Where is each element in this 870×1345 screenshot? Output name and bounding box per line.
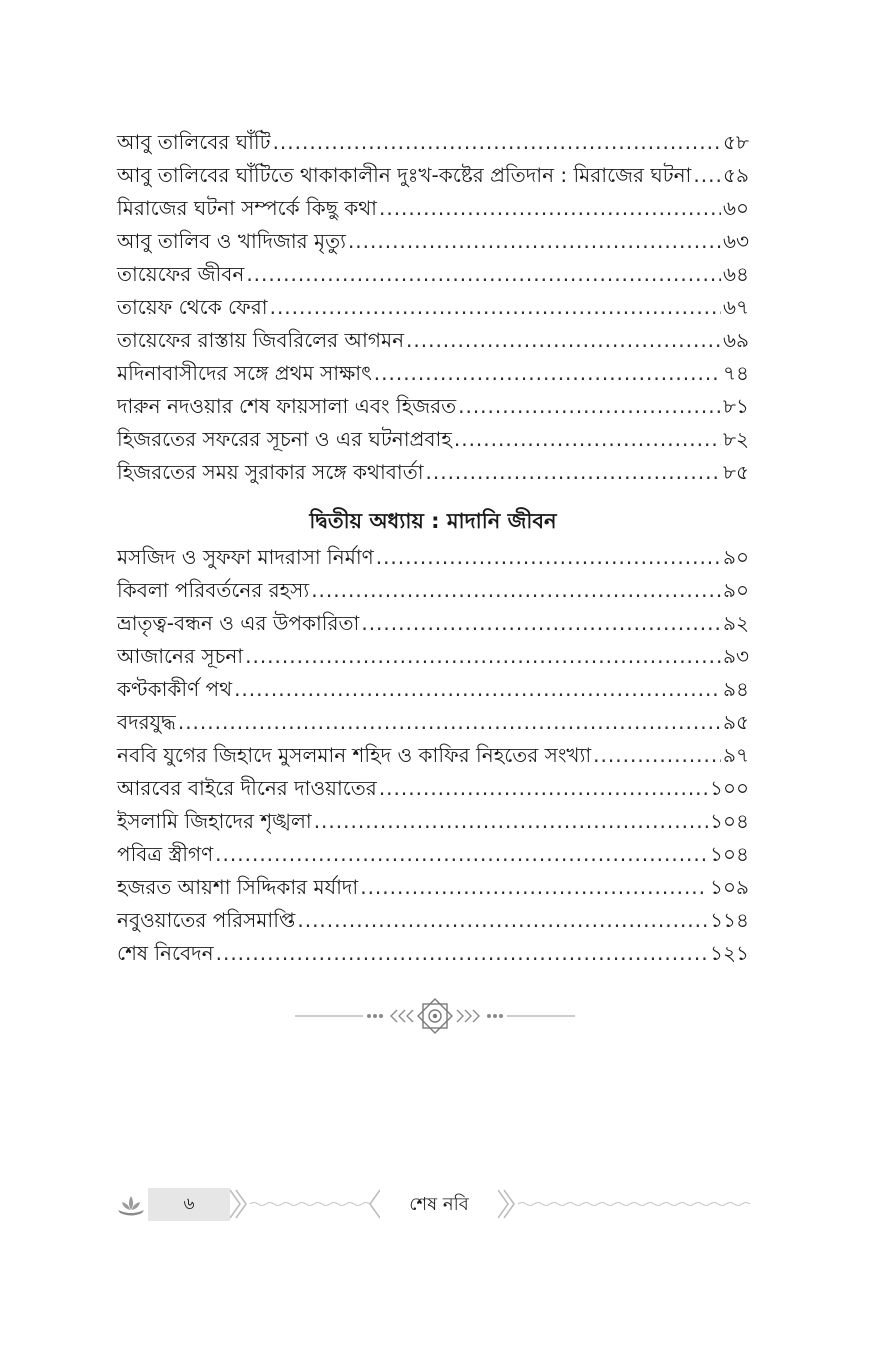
toc-entry-page: ৮২: [723, 427, 749, 451]
toc-section-1: [117, 126, 749, 489]
leader-dots: [246, 258, 721, 291]
leader-dots: [379, 192, 721, 225]
toc-entry-page: ৬৩: [722, 229, 749, 253]
leader-dots: [311, 574, 721, 607]
toc-entry-title: আরবের বাইরে দীনের দাওয়াতের: [117, 776, 377, 800]
toc-entry-title: কিবলা পরিবর্তনের রহস্য: [117, 578, 310, 602]
toc-entry-page: ৬০: [722, 196, 749, 220]
toc-entry-page: ৯৪: [723, 677, 749, 701]
leader-dots: [454, 423, 721, 456]
section-heading: দ্বিতীয় অধ্যায় : মাদানি জীবন: [309, 509, 557, 533]
toc-entry-title: কণ্টকাকীর্ণ পথ: [117, 677, 233, 701]
toc-entry-page: ১০৯: [710, 875, 749, 899]
leader-dots: [379, 772, 708, 805]
toc-entry-page: ৮১: [723, 394, 749, 418]
leader-dots: [361, 607, 721, 640]
toc-entry-title: শেষ নিবেদন: [117, 941, 214, 965]
toc-entry[interactable]: [117, 291, 749, 324]
toc-entry-title: নববি যুগের জিহাদে মুসলমান শহিদ ও কাফির নিহতের সংখ্যা: [117, 743, 592, 767]
toc-entry-title: মসজিদ ও সুফফা মাদরাসা নির্মাণ: [117, 545, 374, 569]
leader-dots: [234, 673, 721, 706]
star-ornament-icon: [295, 996, 575, 1036]
toc-entry[interactable]: [117, 541, 749, 574]
toc-entry[interactable]: [117, 805, 749, 838]
toc-entry[interactable]: [117, 159, 749, 192]
toc-entry-title: ভ্রাতৃত্ব-বন্ধন ও এর উপকারিতা: [117, 611, 360, 635]
toc-entry[interactable]: [117, 324, 749, 357]
chevron-right-icon: [498, 1186, 750, 1222]
toc-entry-page: ১০৪: [710, 842, 749, 866]
toc-entry-page: ৬৪: [723, 262, 749, 286]
leader-dots: [297, 904, 708, 937]
toc-entry[interactable]: [117, 225, 749, 258]
toc-entry[interactable]: [117, 423, 749, 456]
leader-dots: [374, 357, 721, 390]
toc-entry[interactable]: [117, 673, 749, 706]
toc-entry-title: আজানের সূচনা: [117, 644, 244, 668]
leader-dots: [593, 739, 721, 772]
toc-entry-page: ৯৭: [723, 743, 749, 767]
toc-entry-title: মদিনাবাসীদের সঙ্গে প্রথম সাক্ষাৎ: [117, 361, 372, 385]
toc-entry[interactable]: [117, 126, 749, 159]
toc-entry[interactable]: [117, 258, 749, 291]
book-title: শেষ নবি: [409, 1194, 469, 1215]
toc-entry[interactable]: [117, 640, 749, 673]
leader-dots: [314, 805, 708, 838]
toc-section-2: [117, 541, 749, 970]
toc-entry-page: ৯৫: [723, 710, 749, 734]
toc-entry-title: মিরাজের ঘটনা সম্পর্কে কিছু কথা: [117, 196, 377, 220]
toc-entry-page: ১২১: [710, 941, 749, 965]
toc-entry-page: ৯০: [723, 578, 749, 602]
leader-dots: [270, 291, 721, 324]
toc-entry-title: পবিত্র স্ত্রীগণ: [117, 842, 214, 866]
toc-entry[interactable]: [117, 937, 749, 970]
leader-dots: [245, 640, 721, 673]
toc-entry-title: বদরযুদ্ধ: [117, 710, 176, 734]
toc-entry-title: ইসলামি জিহাদের শৃঙ্খলা: [117, 809, 312, 833]
toc-entry-title: তায়েফের জীবন: [117, 262, 245, 286]
toc-entry-page: ৯৩: [723, 644, 749, 668]
toc-entry-title: নবুওয়াতের পরিসমাপ্তি: [117, 908, 296, 932]
toc-entry-title: তায়েফ থেকে ফেরা: [117, 295, 268, 319]
toc-entry[interactable]: [117, 192, 749, 225]
toc-entry-page: ৫৯: [723, 163, 749, 187]
toc-entry[interactable]: [117, 456, 749, 489]
toc-entry-page: ১০৪: [710, 809, 749, 833]
leader-dots: [376, 541, 721, 574]
toc-entry[interactable]: [117, 357, 749, 390]
toc-entry[interactable]: [117, 607, 749, 640]
chevron-right-icon: [230, 1186, 380, 1222]
toc-entry[interactable]: [117, 871, 749, 904]
toc-entry[interactable]: [117, 838, 749, 871]
page-footer: [110, 1186, 750, 1226]
toc-entry[interactable]: [117, 390, 749, 423]
toc-entry-page: ১১৪: [710, 908, 749, 932]
toc-entry-page: ৯২: [723, 611, 749, 635]
toc-entry[interactable]: [117, 739, 749, 772]
toc-entry-title: আবু তালিব ও খাদিজার মৃত্যু: [117, 229, 346, 253]
toc-entry[interactable]: [117, 904, 749, 937]
toc-entry-page: ৬৯: [723, 328, 749, 352]
leader-dots: [406, 324, 721, 357]
toc-entry-title: আবু তালিবের ঘাঁটি: [117, 130, 271, 154]
leader-dots: [215, 838, 708, 871]
toc-entry-page: ৫৮: [723, 130, 749, 154]
leader-dots: [693, 159, 721, 192]
toc-entry-page: ৬৭: [722, 295, 749, 319]
toc-entry[interactable]: [117, 574, 749, 607]
toc-entry-title: হিজরতের সফরের সূচনা ও এর ঘটনাপ্রবাহ: [117, 427, 452, 451]
toc-entry-title: হজরত আয়শা সিদ্দিকার মর্যাদা: [117, 875, 359, 899]
toc-entry[interactable]: [117, 706, 749, 739]
toc-entry-page: ১০০: [710, 776, 749, 800]
leader-dots: [458, 390, 721, 423]
toc-entry-title: তায়েফের রাস্তায় জিবরিলের আগমন: [117, 328, 405, 352]
leader-dots: [178, 706, 721, 739]
toc-entry-page: ৭৪: [723, 361, 749, 385]
leader-dots: [216, 937, 708, 970]
leader-dots: [348, 225, 721, 258]
toc-entry-page: ৯০: [723, 545, 749, 569]
toc-entry-title: দারুন নদওয়ার শেষ ফায়সালা এবং হিজরত: [117, 394, 457, 418]
leader-dots: [273, 126, 721, 159]
toc-entry-page: ৮৫: [723, 460, 749, 484]
leader-dots: [360, 871, 708, 904]
toc-entry[interactable]: [117, 772, 749, 805]
lotus-logo-icon: [114, 1186, 148, 1222]
page-number: ৬: [148, 1188, 230, 1221]
toc-entry-title: হিজরতের সময় সুরাকার সঙ্গে কথাবার্তা: [117, 460, 424, 484]
toc-entry-title: আবু তালিবের ঘাঁটিতে থাকাকালীন দুঃখ-কষ্টের প্রতিদান : মিরাজের ঘটনা: [117, 163, 692, 187]
leader-dots: [426, 456, 722, 489]
